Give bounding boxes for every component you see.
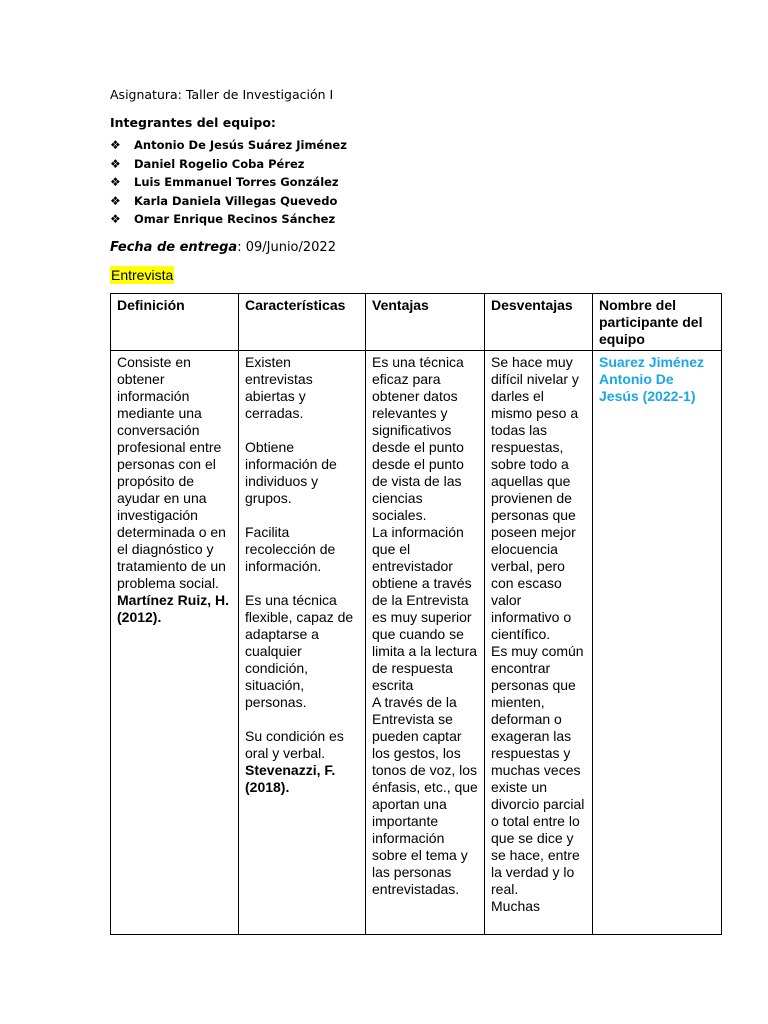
cell-definicion xyxy=(111,351,239,935)
cell-ventajas xyxy=(366,351,485,935)
subject-value: Taller de Investigación I xyxy=(185,87,334,102)
list-item xyxy=(110,173,347,192)
list-item xyxy=(110,155,347,174)
table-row xyxy=(111,351,722,935)
caracteristicas-p1: Existen entrevistas abiertas y cerradas. xyxy=(245,354,313,421)
member-name: Luis Emmanuel Torres González xyxy=(134,175,339,189)
cell-desventajas xyxy=(485,351,593,935)
subject-label: Asignatura: xyxy=(110,87,186,102)
subject-line xyxy=(110,87,333,102)
header-ventajas: Ventajas xyxy=(366,294,485,351)
member-name: Antonio De Jesús Suárez Jiménez xyxy=(134,138,347,152)
team-label: Integrantes del equipo: xyxy=(110,115,276,130)
member-name: Omar Enrique Recinos Sánchez xyxy=(134,212,336,226)
cell-participante xyxy=(593,351,722,935)
participant-name: Suarez Jiménez Antonio De Jesús (2022-1) xyxy=(599,354,705,404)
cell-caracteristicas xyxy=(239,351,366,935)
member-name: Karla Daniela Villegas Quevedo xyxy=(134,193,338,208)
definicion-citation: Martínez Ruiz, H. (2012). xyxy=(117,592,230,625)
list-item xyxy=(110,210,347,229)
due-date-label: Fecha de entrega xyxy=(110,240,238,255)
caracteristicas-p3: Facilita recolección de información. xyxy=(245,524,336,574)
due-date-line xyxy=(110,240,336,255)
header-participante: Nombre del participante del equipo xyxy=(593,294,722,351)
ventajas-p1: Es una técnica eficaz para obtener datos relevantes y significativos desde el punto desde el punto de vista de las ciencias sociales. xyxy=(372,354,464,523)
desventajas-p2: Es muy común encontrar personas que mienten, deforman o exageran las respuestas y muchas veces existe un divorcio parcial o total entre lo que se dice y se hace, entre la verdad y lo real. xyxy=(491,643,585,897)
team-members-list xyxy=(110,136,347,229)
diamond-bullet-icon: ❖ xyxy=(110,193,121,208)
caracteristicas-p5: Su condición es oral y verbal. xyxy=(245,728,344,761)
diamond-bullet-icon: ❖ xyxy=(110,212,121,226)
diamond-bullet-icon: ❖ xyxy=(110,138,121,152)
due-date-value: : 09/Junio/2022 xyxy=(237,240,336,255)
list-item xyxy=(110,136,347,155)
diamond-bullet-icon: ❖ xyxy=(110,175,121,189)
desventajas-p1: Se hace muy difícil nivelar y darles el mismo peso a todas las respuestas, sobre todo a aquellas que provienen de personas que poseen mejor elocuencia verbal, pero con escaso valor informativo o científico. xyxy=(491,354,579,642)
diamond-bullet-icon: ❖ xyxy=(110,156,121,171)
caracteristicas-citation: Stevenazzi, F. (2018). xyxy=(245,762,336,795)
caracteristicas-p2: Obtiene información de individuos y grupos. xyxy=(245,439,337,506)
list-item xyxy=(110,192,347,211)
section-title: Entrevista xyxy=(111,267,174,283)
desventajas-p3: Muchas xyxy=(491,898,541,914)
definicion-text: Consiste en obtener información mediante una conversación profesional entre personas con el propósito de ayudar en una investigación determinada o en el diagnóstico y tratamiento de un problema social. xyxy=(117,354,226,591)
header-definicion: Definición xyxy=(111,294,239,351)
member-name: Daniel Rogelio Coba Pérez xyxy=(134,156,305,171)
caracteristicas-p4: Es una técnica flexible, capaz de adaptarse a cualquier condición, situación, personas. xyxy=(245,592,354,710)
table-header-row xyxy=(111,294,722,351)
ventajas-p3: A través de la Entrevista se pueden captar los gestos, los tonos de voz, los énfasis, etc., que aportan una importante información sobre el tema y las personas entrevistadas. xyxy=(372,694,478,897)
ventajas-p2: La información que el entrevistador obtiene a través de la Entrevista es muy superior que cuando se limita a la lectura de respuesta escrita xyxy=(372,524,478,693)
interview-table xyxy=(110,293,722,935)
header-caracteristicas: Características xyxy=(239,294,366,351)
header-desventajas: Desventajas xyxy=(485,294,593,351)
